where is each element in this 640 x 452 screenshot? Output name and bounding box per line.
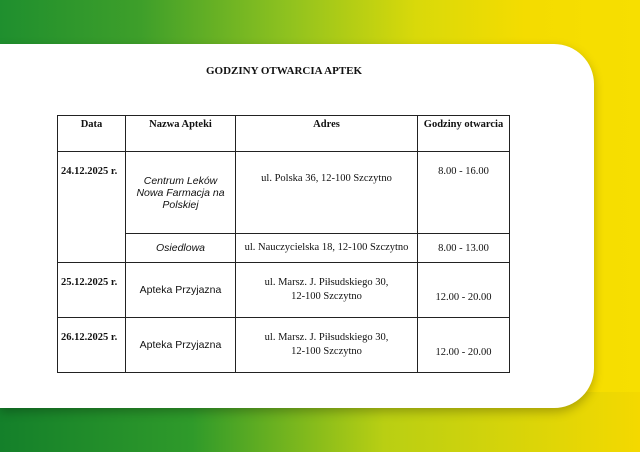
date-cell: 24.12.2025 r. [58,152,126,263]
document-page [44,44,524,408]
opening-hours: 8.00 - 16.00 [418,152,510,234]
pharmacy-address: ul. Nauczycielska 18, 12-100 Szczytno [236,234,418,263]
header-address: Adres [236,116,418,152]
header-name: Nazwa Apteki [126,116,236,152]
opening-hours: 12.00 - 20.00 [418,318,510,373]
address-line: 12-100 Szczytno [291,346,362,357]
opening-hours: 12.00 - 20.00 [418,263,510,318]
address-line: ul. Marsz. J. Piłsudskiego 30, [264,277,389,288]
pharmacy-name: Osiedlowa [126,234,236,263]
address-line: ul. Marsz. J. Piłsudskiego 30, [264,332,389,343]
table-header-row [58,116,510,152]
table-row [58,263,510,318]
date-cell: 25.12.2025 r. [58,263,126,318]
table-row [58,152,510,234]
table-row [58,318,510,373]
pharmacy-name: Apteka Przyjazna [126,318,236,373]
content-card [0,44,594,408]
pharmacy-address [236,318,418,373]
header-hours: Godziny otwarcia [418,116,510,152]
header-date: Data [58,116,126,152]
document-title: GODZINY OTWARCIA APTEK [205,65,363,77]
pharmacy-address: ul. Polska 36, 12-100 Szczytno [236,152,418,234]
pharmacy-address [236,263,418,318]
pharmacy-name: Apteka Przyjazna [126,263,236,318]
opening-hours: 8.00 - 13.00 [418,234,510,263]
pharmacy-name: Centrum Leków Nowa Farmacja na Polskiej [126,152,236,234]
pharmacy-hours-table [57,115,510,373]
address-line: 12-100 Szczytno [291,291,362,302]
table-row [58,234,510,263]
date-cell: 26.12.2025 r. [58,318,126,373]
